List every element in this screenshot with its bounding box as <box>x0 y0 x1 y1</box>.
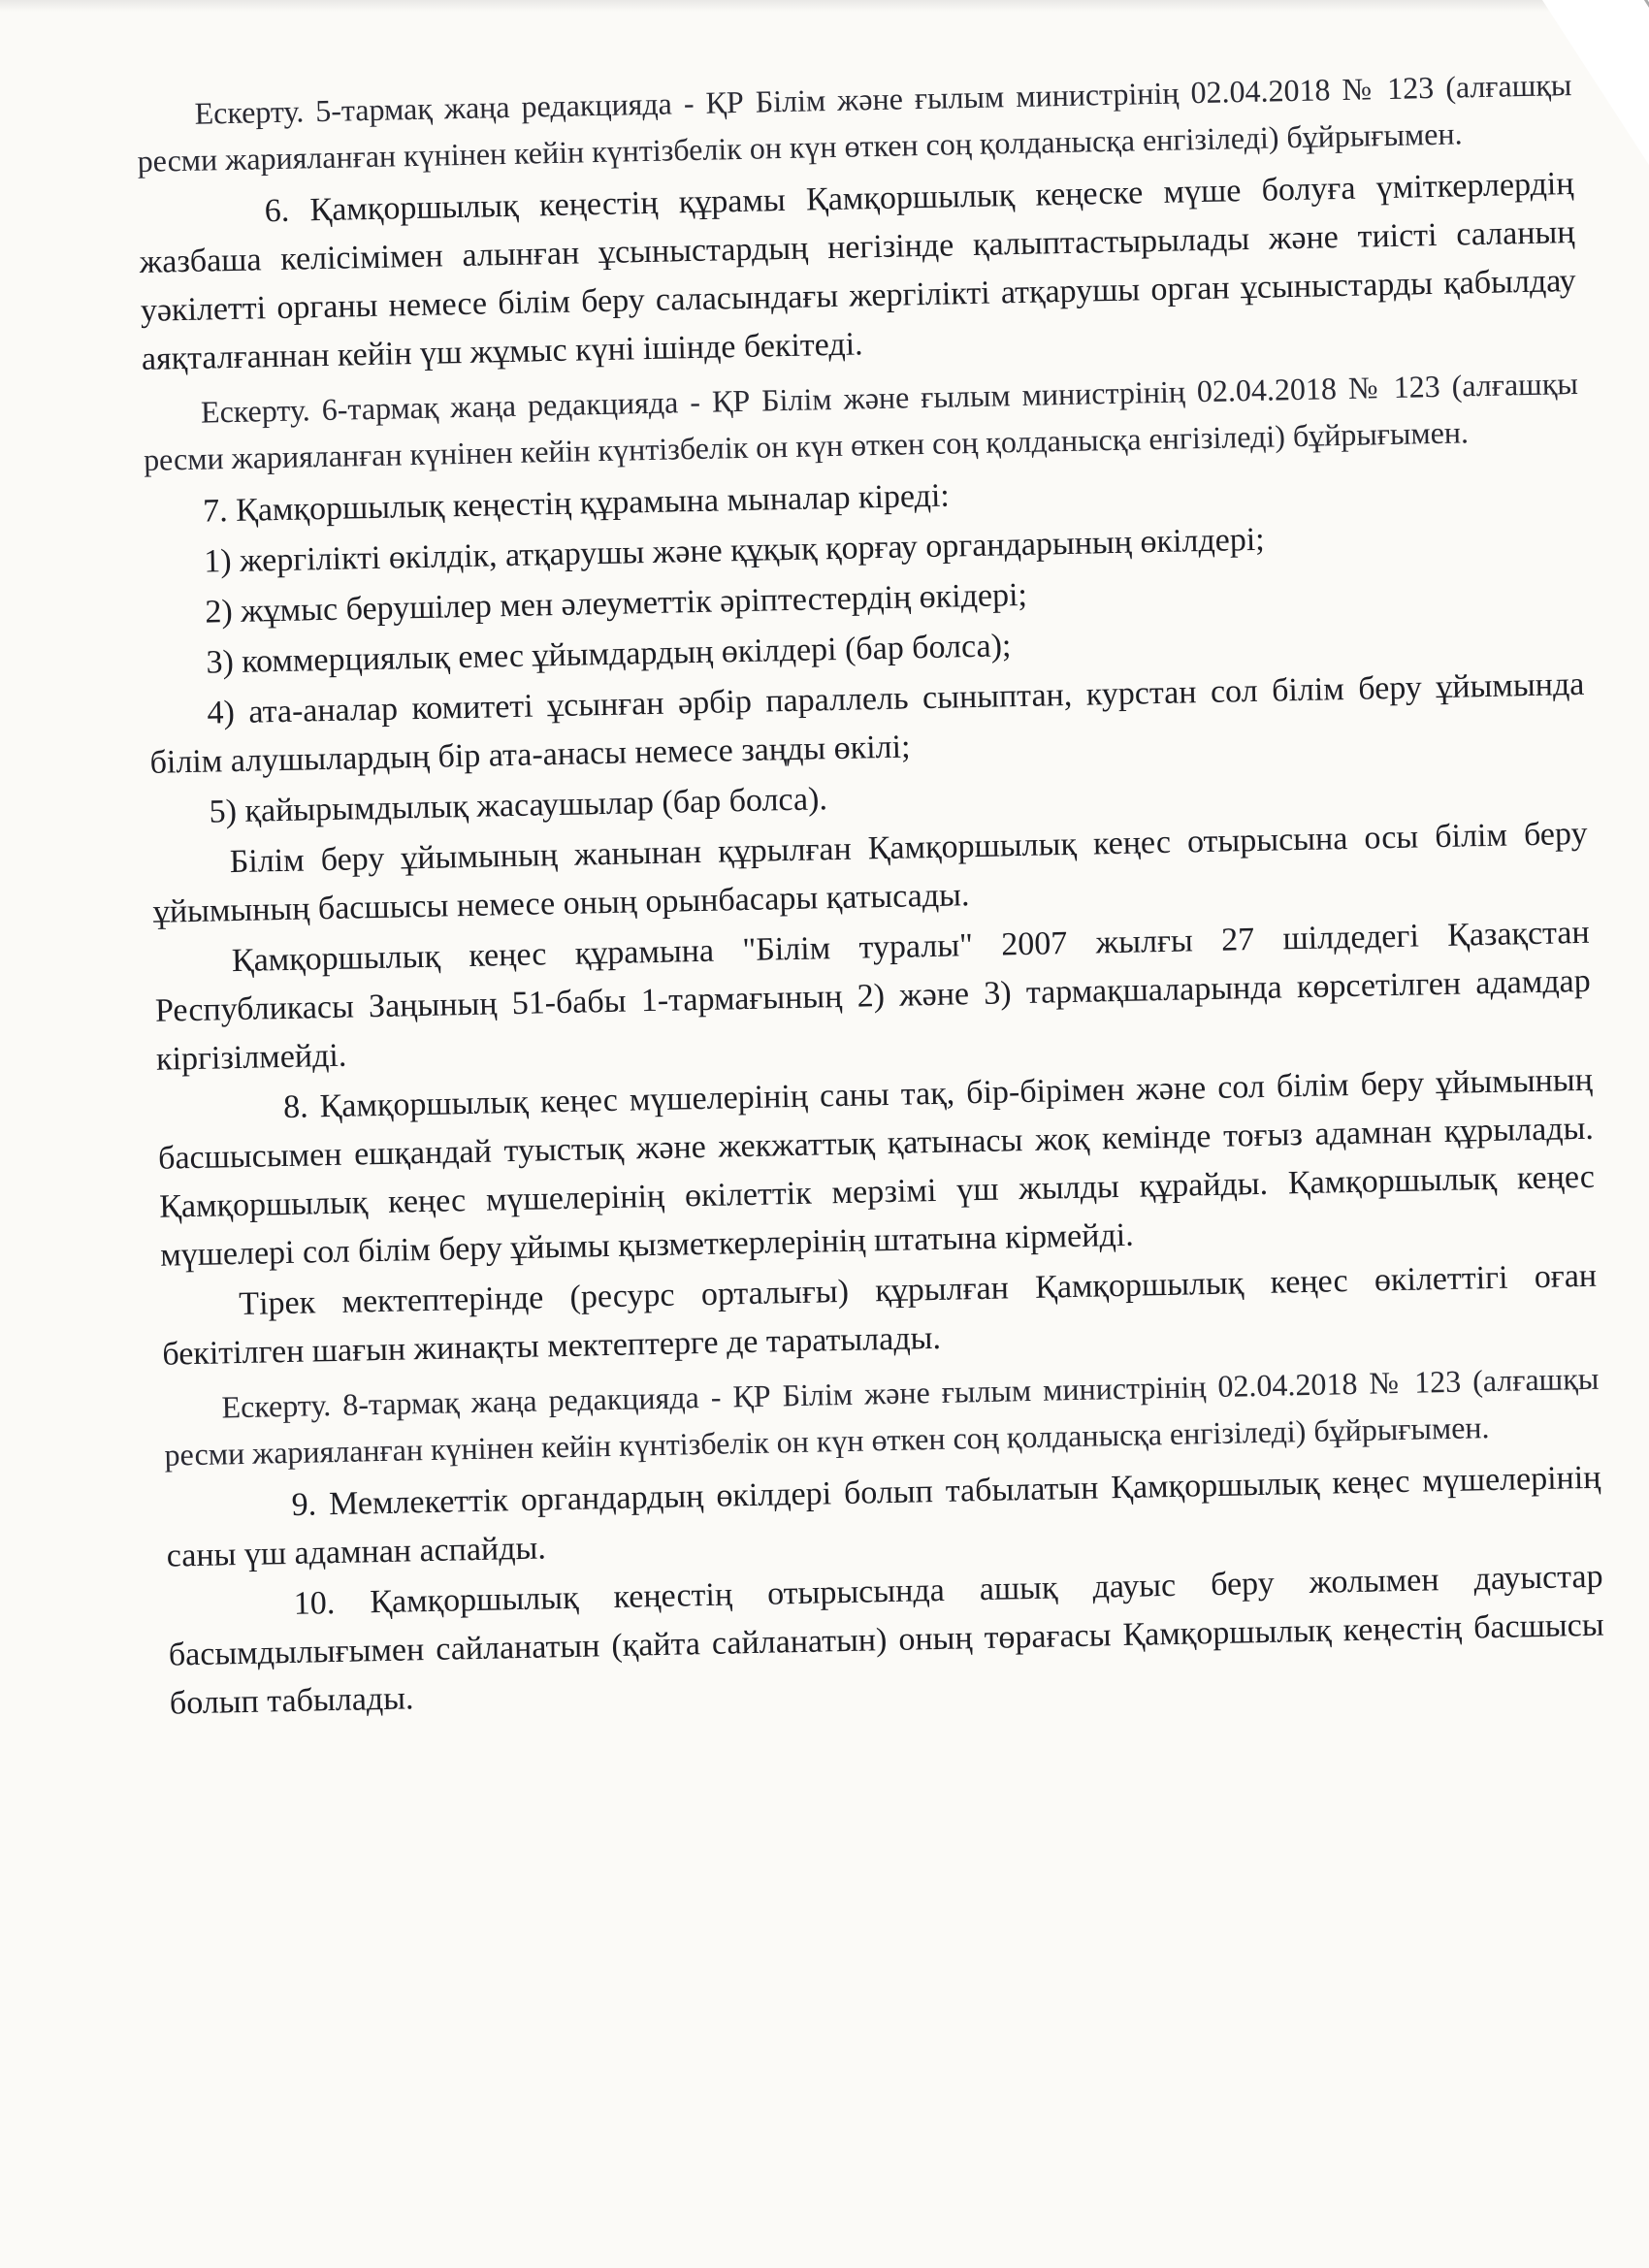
scan-top-edge <box>0 0 1649 12</box>
point-7-subitem-4: 4) ата-аналар комитеті ұсынған әрбір параллель сыныптан, курстан сол білім беру ұйымында білім алушылардың бір ата-анасы немесе заңды өкілі; <box>149 665 1585 781</box>
amendment-note-point-8: Ескерту. 8-тармақ жаңа редакцияда - ҚР Білім және ғылым министрінің 02.04.2018 № 123 (алғашқы ресми жарияланған күнінен кейін күнтізбелік он күн өткен соң қолданысқа енгізіледі) бұйрығымен. <box>164 1360 1600 1473</box>
document-body <box>136 55 1605 1731</box>
point-6-paragraph: 6. Қамқоршылық кеңестің құрамы Қамқоршылық кеңеске мүше болуға үміткерлердің жазбаша келісімімен алынған ұсыныстардың негізінде қалыптастырылады және тиісті саланың уәкілетті органы немесе білім беру саласындағы жергілікті атқарушы орган ұсыныстарды қабылдау аяқталғаннан кейін үш жұмыс күні ішінде бекітеді. <box>139 165 1576 377</box>
point-7-subitem-5: 5) қайырымдылық жасаушылар (бар болса). <box>209 781 828 830</box>
point-8-paragraph: 8. Қамқоршылық кеңес мүшелерінің саны тақ, бір-бірімен және сол білім беру ұйымының басшысымен ешқандай туыстық және жекжаттық қатынасы жоқ кемінде тоғыз адамнан құрылады. Қамқоршылық кеңес мүшелерінің өкілеттік мерзімі үш жылды құрайды. Қамқоршылық кеңес мүшелері сол білім беру ұйымы қызметкерлерінің штатына кірмейді. <box>157 1061 1596 1274</box>
point-10-paragraph: 10. Қамқоршылық кеңестің отырысында ашық дауыс беру жолымен дауыстар басымдылығымен сайланатын (қайта сайланатын) оның төрағасы Қамқоршылық кеңестің басшысы болып табылады. <box>168 1558 1604 1722</box>
point-7-subitem-2: 2) жұмыс берушілер мен әлеуметтік әріптестердің өкідері; <box>205 576 1028 631</box>
point-8-resource-center-paragraph: Тірек мектептерінде (ресурс орталығы) құрылған Қамқоршылық кеңес өкілеттігі оған бекітілген шағын жинақты мектептерге де таратылады. <box>162 1257 1598 1373</box>
amendment-note-point-5: Ескерту. 5-тармақ жаңа редакцияда - ҚР Білім және ғылым министрінің 02.04.2018 № 123 (алғашқы ресми жарияланған күнінен кейін күнтізбелік он күн өткен соң қолданысқа енгізіледі) бұйрығымен. <box>137 67 1572 178</box>
point-7-subitem-3: 3) коммерциялық емес ұйымдардың өкілдері (бар болса); <box>206 628 1012 681</box>
amendment-note-point-6: Ескерту. 6-тармақ жаңа редакцияда - ҚР Білім және ғылым министрінің 02.04.2018 № 123 (алғашқы ресми жарияланған күнінен кейін күнтізбелік он күн өткен соң қолданысқа енгізіледі) бұйрығымен. <box>143 365 1579 477</box>
point-7-subitem-1: 1) жергілікті өкілдік, атқарушы және құқық қорғау органдарының өкілдері; <box>203 521 1266 580</box>
folded-corner <box>1542 0 1649 165</box>
point-7-heading: 7. Қамқоршылық кеңестің құрамына мыналар кіреді: <box>202 477 951 530</box>
point-7-exclusion-paragraph: Қамқоршылық кеңес құрамына "Білім туралы" 2007 жылғы 27 шілдедегі Қазақстан Республикасы Заңының 51-бабы 1-тармағының 2) және 3) тармақшаларында көрсетілген адамдар кіргізілмейді. <box>154 914 1592 1078</box>
point-7-attendance-paragraph: Білім беру ұйымының жанынан құрылған Қамқоршылық кеңес отырысына осы білім беру ұйымының басшысы немесе оның орынбасары қатысады. <box>152 815 1588 930</box>
point-9-paragraph: 9. Мемлекеттік органдардың өкілдері болып табылатын Қамқоршылық кеңес мүшелерінің саны үш адамнан аспайды. <box>166 1459 1601 1574</box>
